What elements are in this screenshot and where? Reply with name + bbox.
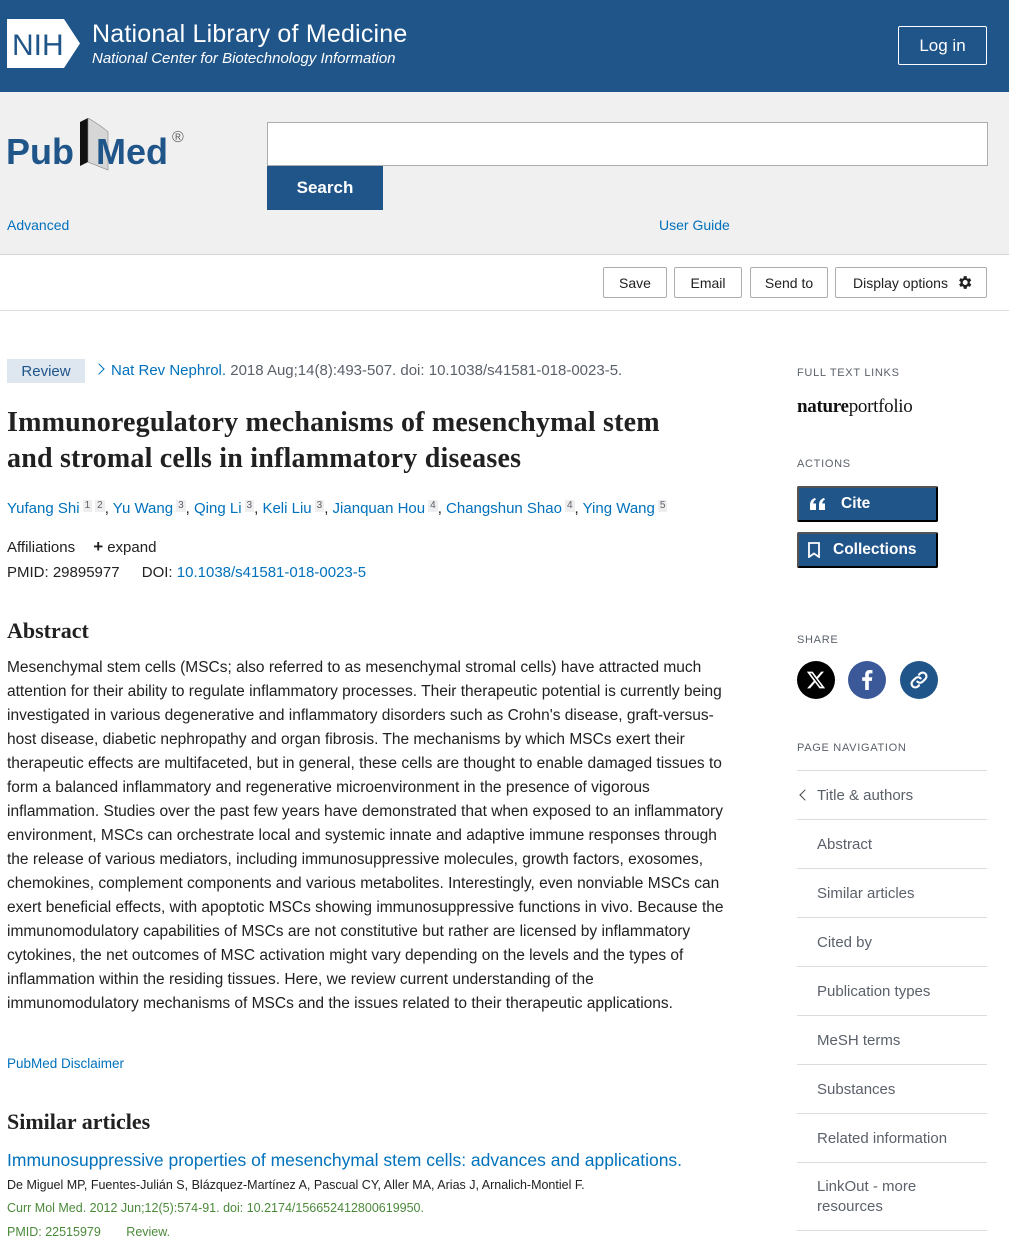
gear-icon	[956, 274, 973, 291]
ncbi-subtitle: National Center for Biotechnology Information	[92, 50, 396, 67]
author-separator: ,	[185, 500, 194, 517]
send-to-button[interactable]: Send to	[750, 267, 828, 298]
nlm-title[interactable]: National Library of Medicine	[92, 20, 408, 48]
search-input[interactable]	[267, 122, 988, 166]
abstract-heading: Abstract	[7, 618, 89, 643]
copy-link-icon[interactable]	[900, 661, 938, 699]
facebook-icon[interactable]	[848, 661, 886, 699]
nav-label: Similar articles	[817, 884, 915, 902]
page-navigation-heading: PAGE NAVIGATION	[797, 742, 907, 754]
similar-article-pmid: PMID: 22515979	[7, 1225, 101, 1239]
collections-label: Collections	[833, 541, 917, 558]
nav-label: Substances	[817, 1080, 896, 1098]
page-navigation-list	[797, 770, 987, 1231]
save-button[interactable]: Save	[603, 267, 667, 298]
author-separator: ,	[574, 500, 583, 517]
author-separator: ,	[324, 500, 333, 517]
nav-label: Cited by	[817, 933, 873, 951]
affiliation-marker[interactable]: 3	[178, 500, 184, 511]
pubmed-logo[interactable]	[6, 118, 190, 180]
affiliation-marker[interactable]: 1	[84, 500, 91, 511]
nav-cited-by[interactable]	[797, 918, 987, 967]
author-link[interactable]: Qing Li	[194, 500, 242, 517]
advanced-search-link[interactable]: Advanced	[7, 217, 70, 233]
similar-article-meta	[7, 1225, 170, 1239]
identifiers-row	[7, 564, 366, 581]
nih-logo-icon[interactable]	[7, 19, 85, 68]
review-badge: Review	[7, 359, 85, 383]
registered-mark: ®	[172, 129, 184, 146]
similar-articles-heading: Similar articles	[7, 1109, 151, 1134]
nav-label: Publication types	[817, 982, 931, 1000]
affiliation-marker[interactable]: 4	[566, 500, 573, 511]
full-text-links-heading: FULL TEXT LINKS	[797, 367, 900, 379]
collections-button[interactable]	[797, 532, 938, 568]
citation-line	[95, 362, 622, 379]
nav-label: Title & authors	[817, 786, 914, 804]
author-separator: ,	[104, 500, 113, 517]
abstract-text: Mesenchymal stem cells (MSCs; also referred to as mesenchymal stromal cells) have attracted much attention for their ability to regulate inflammatory processes. Their therapeutic potential is currently being investigated in various degenerative and inflammatory disorders such as Crohn's disease, graft-versus-host disease, diabetic nephropathy and organ fibrosis. The mechanisms by which MSCs exert their therapeutic effects are multifaceted, but in general, these cells are thought to enable damaged tissues to form a balanced inflammatory and regenerative microenvironment in the presence of vigorous inflammation. Studies over the past few years have demonstrated that when exposed to an inflammatory environment, MSCs can orchestrate local and systemic innate and adaptive immune responses through the release of various mediators, including immunosuppressive molecules, growth factors, exosomes, chemokines, complement components and various metabolites. Interestingly, even nonviable MSCs can exert beneficial effects, with apoptotic MSCs showing immunosuppressive functions in vivo. Because the immunomodulatory capabilities of MSCs are not constitutive but rather are licensed by inflammatory cytokines, the net outcomes of MSC activation might vary depending on the levels and the types of inflammation within the residing tissues. Here, we review current understanding of the immunomodulatory mechanisms of MSCs and the issues related to their therapeutic applications.	[7, 659, 724, 1012]
expand-toggle[interactable]: expand	[107, 539, 157, 556]
pubmed-disclaimer-link[interactable]: PubMed Disclaimer	[7, 1056, 125, 1071]
login-button[interactable]: Log in	[898, 26, 987, 65]
pubmed-logo-left: Pub	[6, 131, 74, 172]
affiliation-marker[interactable]: 3	[246, 500, 253, 511]
author-link[interactable]: Keli Liu	[262, 500, 312, 517]
pmid-value: 29895977	[52, 564, 120, 581]
pmid-label: PMID:	[7, 564, 49, 581]
action-bar	[0, 255, 1009, 311]
author-separator: ,	[437, 500, 447, 517]
publisher-rest: portfolio	[848, 396, 913, 417]
affiliation-marker[interactable]: 5	[659, 500, 666, 511]
nih-abbrev: NIH	[12, 29, 64, 62]
cite-button[interactable]	[797, 486, 938, 522]
citation-text: 2018 Aug;14(8):493-507. doi: 10.1038/s41581-018-0023-5.	[230, 362, 623, 379]
chevron-right-icon	[93, 363, 104, 374]
nav-title-authors[interactable]	[797, 771, 987, 820]
affiliation-marker[interactable]: 4	[430, 500, 436, 511]
author-link[interactable]: Yufang Shi	[7, 500, 80, 517]
nav-label: Related information	[817, 1129, 948, 1147]
affiliations-row	[7, 537, 156, 557]
nih-banner	[0, 0, 1009, 92]
display-options-label: Display options	[853, 274, 948, 291]
quote-icon	[799, 498, 837, 510]
journal-link[interactable]: Nat Rev Nephrol.	[111, 362, 227, 379]
authors-list	[7, 500, 667, 517]
chevron-left-icon	[799, 789, 810, 800]
author-separator: ,	[254, 500, 263, 517]
actions-heading: ACTIONS	[797, 458, 851, 470]
display-options-button[interactable]	[835, 267, 987, 298]
similar-article-title[interactable]: Immunosuppressive properties of mesenchymal stem cells: advances and applications.	[7, 1150, 683, 1170]
nav-label: Abstract	[817, 835, 873, 853]
nav-substances[interactable]	[797, 1065, 987, 1114]
article-title: Immunoregulatory mechanisms of mesenchymal stem and stromal cells in inflammatory diseases	[7, 407, 660, 474]
bookmark-icon	[799, 542, 829, 558]
affiliations-label: Affiliations	[7, 539, 76, 556]
author-link[interactable]: Ying Wang	[582, 500, 655, 517]
affiliation-marker[interactable]: 2	[97, 500, 103, 511]
similar-article-citation: Curr Mol Med. 2012 Jun;12(5):574-91. doi: 10.2174/156652412800619950.	[7, 1201, 424, 1215]
email-button[interactable]: Email	[674, 267, 742, 298]
nav-similar-articles[interactable]	[797, 869, 987, 918]
nav-publication-types[interactable]	[797, 967, 987, 1016]
x-twitter-icon[interactable]	[797, 661, 835, 699]
search-button[interactable]: Search	[267, 166, 383, 210]
similar-article-type: Review.	[126, 1225, 171, 1239]
similar-article-authors: De Miguel MP, Fuentes-Julián S, Blázquez-Martínez A, Pascual CY, Aller MA, Arias J, Arnalich-Montiel F.	[7, 1178, 585, 1192]
nav-related-information[interactable]	[797, 1114, 987, 1163]
user-guide-link[interactable]: User Guide	[659, 217, 730, 233]
nature-portfolio-link[interactable]	[797, 396, 912, 418]
publisher-bold: nature	[797, 396, 849, 417]
plus-icon[interactable]: +	[93, 537, 104, 556]
author-link[interactable]: Jianquan Hou	[332, 500, 426, 517]
nav-mesh-terms[interactable]	[797, 1016, 987, 1065]
doi-link[interactable]: 10.1038/s41581-018-0023-5	[176, 564, 367, 581]
nav-label: LinkOut - more resources	[817, 1177, 917, 1215]
cite-label: Cite	[841, 495, 871, 512]
nav-label: MeSH terms	[817, 1031, 901, 1049]
nav-abstract[interactable]	[797, 820, 987, 869]
author-link[interactable]: Changshun Shao	[446, 500, 562, 517]
pubmed-logo-right: Med	[96, 131, 168, 172]
search-area	[0, 92, 1009, 255]
author-link[interactable]: Yu Wang	[112, 500, 174, 517]
share-heading: SHARE	[797, 634, 839, 646]
nav-linkout[interactable]	[797, 1163, 987, 1231]
doi-label: DOI:	[141, 564, 173, 581]
affiliation-marker[interactable]: 3	[316, 500, 323, 511]
